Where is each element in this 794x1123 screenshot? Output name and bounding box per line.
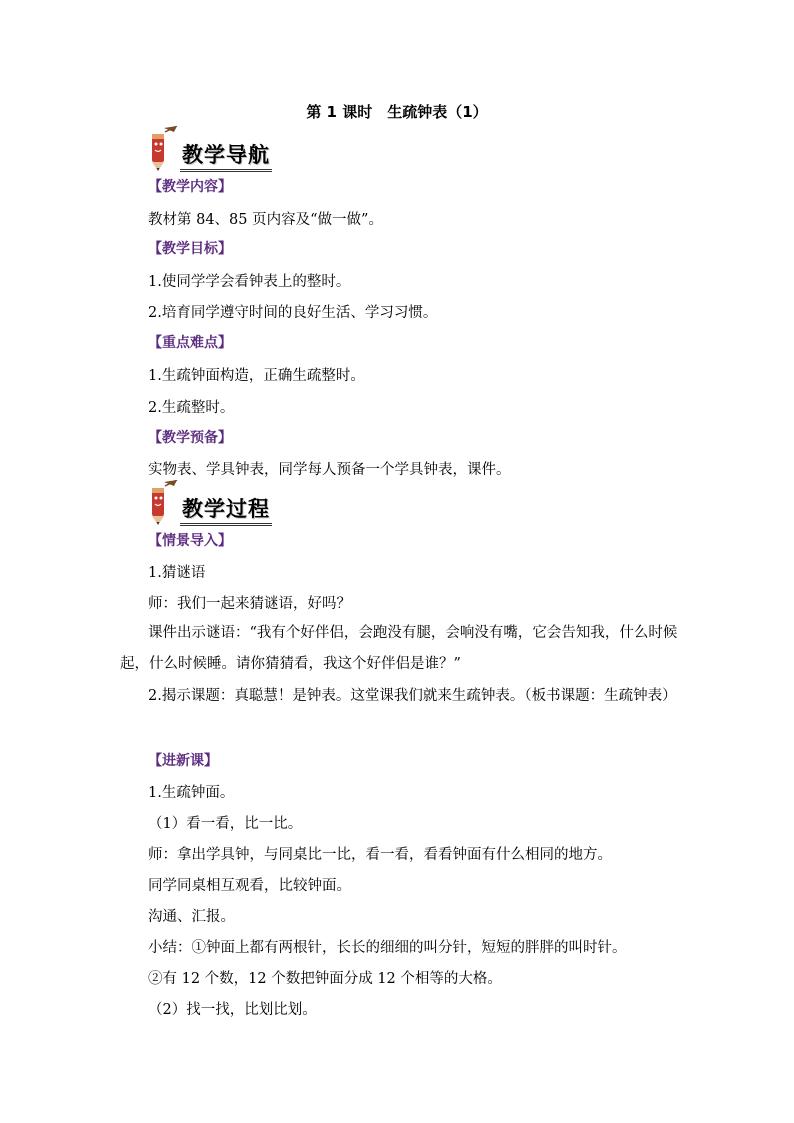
text-goal-2: 2.培育同学遵守时间的良好生活、学习习惯。 (148, 305, 438, 321)
text-new-8: （2）找一找，比划比划。 (148, 1002, 317, 1018)
page-title: 第 1 课时 生疏钟表（1） (306, 103, 488, 121)
text-intro-2: 师：我们一起来猜谜语，好吗？ (148, 596, 351, 612)
section-title-process: 教学过程 (180, 496, 272, 526)
text-new-5: 沟通、汇报。 (148, 909, 235, 925)
text-goal-1: 1.使同学学会看钟表上的整时。 (148, 274, 351, 290)
tag-newlesson: 【进新课】 (148, 753, 218, 769)
section-header-process (148, 480, 272, 526)
text-new-3: 师：拿出学具钟，与同桌比一比，看一看，看看钟面有什么相同的地方。 (148, 847, 612, 863)
pencil-mascot-icon (148, 126, 178, 172)
tag-content: 【教学内容】 (148, 179, 232, 195)
text-intro-4: 2.揭示课题：真聪慧！是钟表。这堂课我们就来生疏钟表。（板书课题：生疏钟表） (148, 688, 677, 704)
text-content: 教材第 84、85 页内容及“做一做”。 (148, 212, 383, 228)
text-new-6: 小结：①钟面上都有两根针，长长的细细的叫分针，短短的胖胖的叫时针。 (148, 940, 627, 956)
text-new-2: （1）看一看，比一比。 (148, 816, 303, 832)
text-prep: 实物表、学具钟表，同学每人预备一个学具钟表，课件。 (148, 462, 511, 478)
section-title-nav: 教学导航 (180, 142, 272, 172)
text-key-1: 1.生疏钟面构造，正确生疏整时。 (148, 368, 365, 384)
tag-keypoints: 【重点难点】 (148, 335, 232, 351)
text-intro-3: 课件出示谜语：“我有个好伴侣，会跑没有腿，会响没有嘴，它会告知我，什么时候起，什么时候睡。请你猜猜看，我这个好伴侣是谁？” (120, 625, 678, 672)
tag-intro: 【情景导入】 (148, 533, 232, 549)
text-new-4: 同学同桌相互观看，比较钟面。 (148, 878, 351, 894)
text-intro-1: 1.猜谜语 (148, 565, 206, 581)
pencil-mascot-icon (148, 480, 178, 526)
text-new-1: 1.生疏钟面。 (148, 785, 235, 801)
tag-prep: 【教学预备】 (148, 430, 232, 446)
tag-goals: 【教学目标】 (148, 241, 232, 257)
section-header-nav (148, 126, 272, 172)
text-key-2: 2.生疏整时。 (148, 400, 235, 416)
text-new-7: ②有 12 个数，12 个数把钟面分成 12 个相等的大格。 (148, 971, 502, 987)
